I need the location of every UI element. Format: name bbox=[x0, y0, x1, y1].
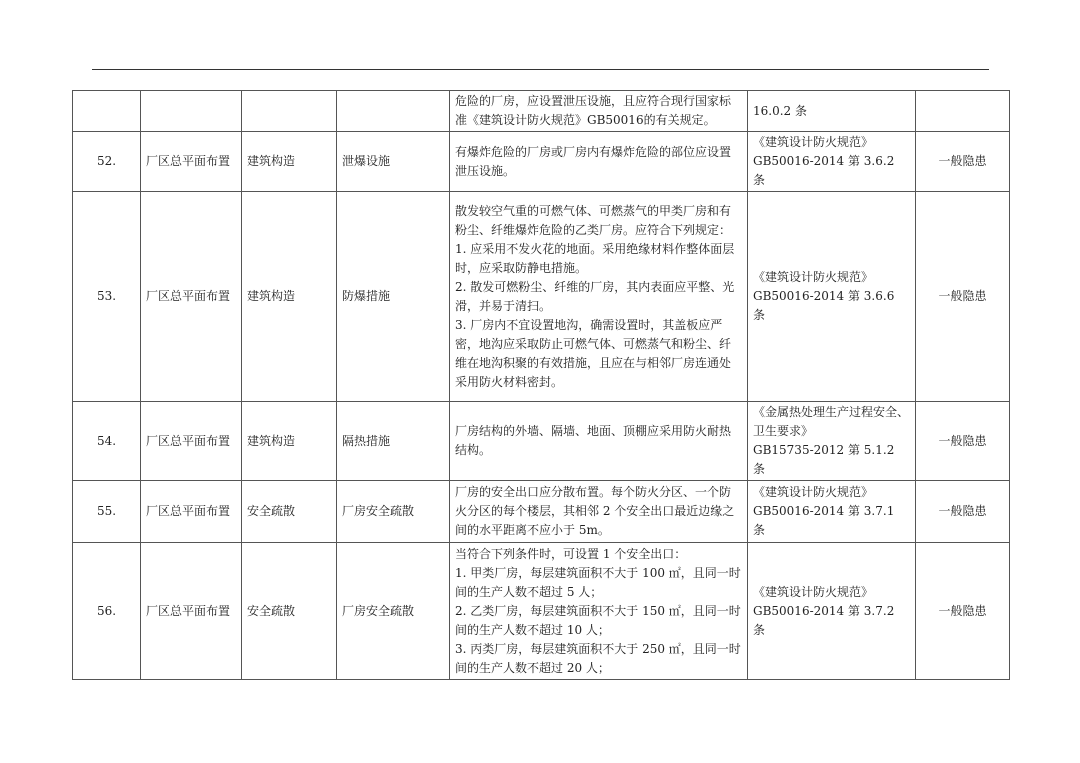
table-row bbox=[73, 132, 1010, 192]
area-cell: 厂区总平面布置 bbox=[141, 132, 242, 192]
item-cell: 防爆措施 bbox=[337, 192, 450, 402]
area-cell: 厂区总平面布置 bbox=[141, 192, 242, 402]
requirement-cell: 厂房的安全出口应分散布置。每个防火分区、一个防火分区的每个楼层，其相邻 2 个安全出口最近边缘之间的水平距离不应小于 5m。 bbox=[450, 481, 748, 543]
basis-cell: 《建筑设计防火规范》 GB50016-2014 第 3.6.6 条 bbox=[748, 192, 916, 402]
basis-cell: 《金属热处理生产过程安全、卫生要求》 GB15735-2012 第 5.1.2 条 bbox=[748, 402, 916, 481]
row-number: 55. bbox=[73, 481, 141, 543]
category-cell: 建筑构造 bbox=[242, 402, 337, 481]
header-rule bbox=[92, 69, 989, 70]
row-number: 52. bbox=[73, 132, 141, 192]
table-row bbox=[73, 91, 1010, 132]
basis-cell: 《建筑设计防火规范》 GB50016-2014 第 3.7.2 条 bbox=[748, 543, 916, 680]
category-cell: 安全疏散 bbox=[242, 543, 337, 680]
item-cell: 厂房安全疏散 bbox=[337, 543, 450, 680]
requirement-cell: 当符合下列条件时，可设置 1 个安全出口： 1. 甲类厂房，每层建筑面积不大于 100 ㎡，且同一时间的生产人数不超过 5 人； 2. 乙类厂房，每层建筑面积不大于 150 ㎡，且同一时间的生产人数不超过 10 人； 3. 丙类厂房，每层建筑面积不大于 250 ㎡，且同一时间的生产人数不超过 20 人； bbox=[450, 543, 748, 680]
hazard-table bbox=[72, 90, 1010, 680]
row-number: 54. bbox=[73, 402, 141, 481]
basis-cell: 16.0.2 条 bbox=[748, 91, 916, 132]
table-row bbox=[73, 402, 1010, 481]
hazard-level-cell bbox=[916, 91, 1010, 132]
row-number bbox=[73, 91, 141, 132]
area-cell: 厂区总平面布置 bbox=[141, 481, 242, 543]
category-cell: 建筑构造 bbox=[242, 132, 337, 192]
area-cell bbox=[141, 91, 242, 132]
basis-cell: 《建筑设计防火规范》 GB50016-2014 第 3.7.1 条 bbox=[748, 481, 916, 543]
requirement-cell: 危险的厂房，应设置泄压设施，且应符合现行国家标准《建筑设计防火规范》GB50016的有关规定。 bbox=[450, 91, 748, 132]
requirement-cell: 有爆炸危险的厂房或厂房内有爆炸危险的部位应设置泄压设施。 bbox=[450, 132, 748, 192]
item-cell: 厂房安全疏散 bbox=[337, 481, 450, 543]
basis-cell: 《建筑设计防火规范》 GB50016-2014 第 3.6.2 条 bbox=[748, 132, 916, 192]
hazard-level-cell: 一般隐患 bbox=[916, 543, 1010, 680]
row-number: 53. bbox=[73, 192, 141, 402]
requirement-cell: 散发较空气重的可燃气体、可燃蒸气的甲类厂房和有粉尘、纤维爆炸危险的乙类厂房。应符合下列规定： 1. 应采用不发火花的地面。采用绝缘材料作整体面层时，应采取防静电措施。 2. 散发可燃粉尘、纤维的厂房，其内表面应平整、光滑，并易于清扫。 3. 厂房内不宜设置地沟，确需设置时，其盖板应严密，地沟应采取防止可燃气体、可燃蒸气和粉尘、纤维在地沟积聚的有效措施，且应在与相邻厂房连通处采用防火材料密封。 bbox=[450, 192, 748, 402]
item-cell: 泄爆设施 bbox=[337, 132, 450, 192]
table-row bbox=[73, 481, 1010, 543]
item-cell: 隔热措施 bbox=[337, 402, 450, 481]
item-cell bbox=[337, 91, 450, 132]
hazard-level-cell: 一般隐患 bbox=[916, 481, 1010, 543]
category-cell: 建筑构造 bbox=[242, 192, 337, 402]
hazard-level-cell: 一般隐患 bbox=[916, 132, 1010, 192]
area-cell: 厂区总平面布置 bbox=[141, 402, 242, 481]
category-cell bbox=[242, 91, 337, 132]
row-number: 56. bbox=[73, 543, 141, 680]
area-cell: 厂区总平面布置 bbox=[141, 543, 242, 680]
category-cell: 安全疏散 bbox=[242, 481, 337, 543]
requirement-cell: 厂房结构的外墙、隔墙、地面、顶棚应采用防火耐热结构。 bbox=[450, 402, 748, 481]
hazard-level-cell: 一般隐患 bbox=[916, 192, 1010, 402]
hazard-level-cell: 一般隐患 bbox=[916, 402, 1010, 481]
table-row bbox=[73, 192, 1010, 402]
table-row bbox=[73, 543, 1010, 680]
